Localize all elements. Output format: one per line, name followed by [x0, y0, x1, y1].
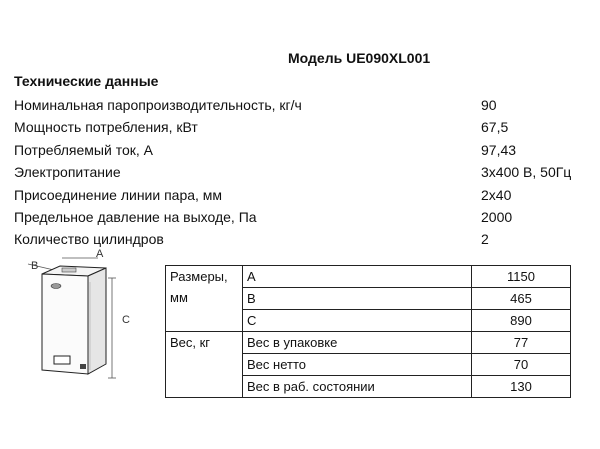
spec-value: 3х400 В, 50Гц	[481, 164, 572, 181]
table-cell: 70	[472, 354, 571, 376]
table-cell: 77	[472, 332, 571, 354]
spec-row	[14, 94, 594, 116]
table-cell: 1150	[472, 266, 571, 288]
spec-value: 90	[481, 97, 497, 113]
table-cell: 890	[472, 310, 571, 332]
dimension-b-label: B	[31, 260, 39, 272]
table-cell: Вес в раб. состоянии	[243, 376, 472, 398]
spec-label: Электропитание	[14, 164, 121, 181]
spec-label: Мощность потребления, кВт	[14, 119, 198, 136]
spec-row	[14, 116, 594, 138]
dimension-a-label: A	[96, 248, 104, 260]
dimensions-table	[165, 265, 571, 398]
spec-label: Предельное давление на выходе, Па	[14, 208, 257, 225]
spec-row	[14, 206, 594, 228]
spec-label: Потребляемый ток, А	[14, 141, 153, 158]
size-group-cell: Размеры, мм	[166, 266, 243, 332]
table-cell: C	[243, 310, 472, 332]
spec-label: Количество цилиндров	[14, 231, 164, 248]
table-cell: Вес в упаковке	[243, 332, 472, 354]
spec-value: 67,5	[481, 119, 509, 136]
spec-value: 97,43	[481, 141, 517, 158]
humidifier-drawing	[26, 248, 144, 382]
model-title: Модель UE090XL001	[288, 50, 431, 66]
table-row	[166, 332, 571, 354]
table-cell: 130	[472, 376, 571, 398]
table-cell: A	[243, 266, 472, 288]
spec-row	[14, 184, 594, 206]
dimension-c-label: C	[122, 314, 130, 326]
spec-row	[14, 139, 594, 161]
spec-value: 2	[481, 231, 489, 248]
spec-row	[14, 161, 594, 183]
spec-value: 2х40	[481, 186, 512, 203]
spec-value: 2000	[481, 208, 513, 225]
table-row	[166, 266, 571, 288]
table-cell: 465	[472, 288, 571, 310]
spec-label: Номинальная паропроизводительность, кг/ч	[14, 97, 302, 113]
spec-label: Присоединение линии пара, мм	[14, 186, 223, 203]
specs-list	[14, 94, 594, 251]
weight-group-cell: Вес, кг	[166, 332, 243, 398]
table-cell: B	[243, 288, 472, 310]
section-title: Технические данные	[14, 73, 159, 89]
table-cell: Вес нетто	[243, 354, 472, 376]
